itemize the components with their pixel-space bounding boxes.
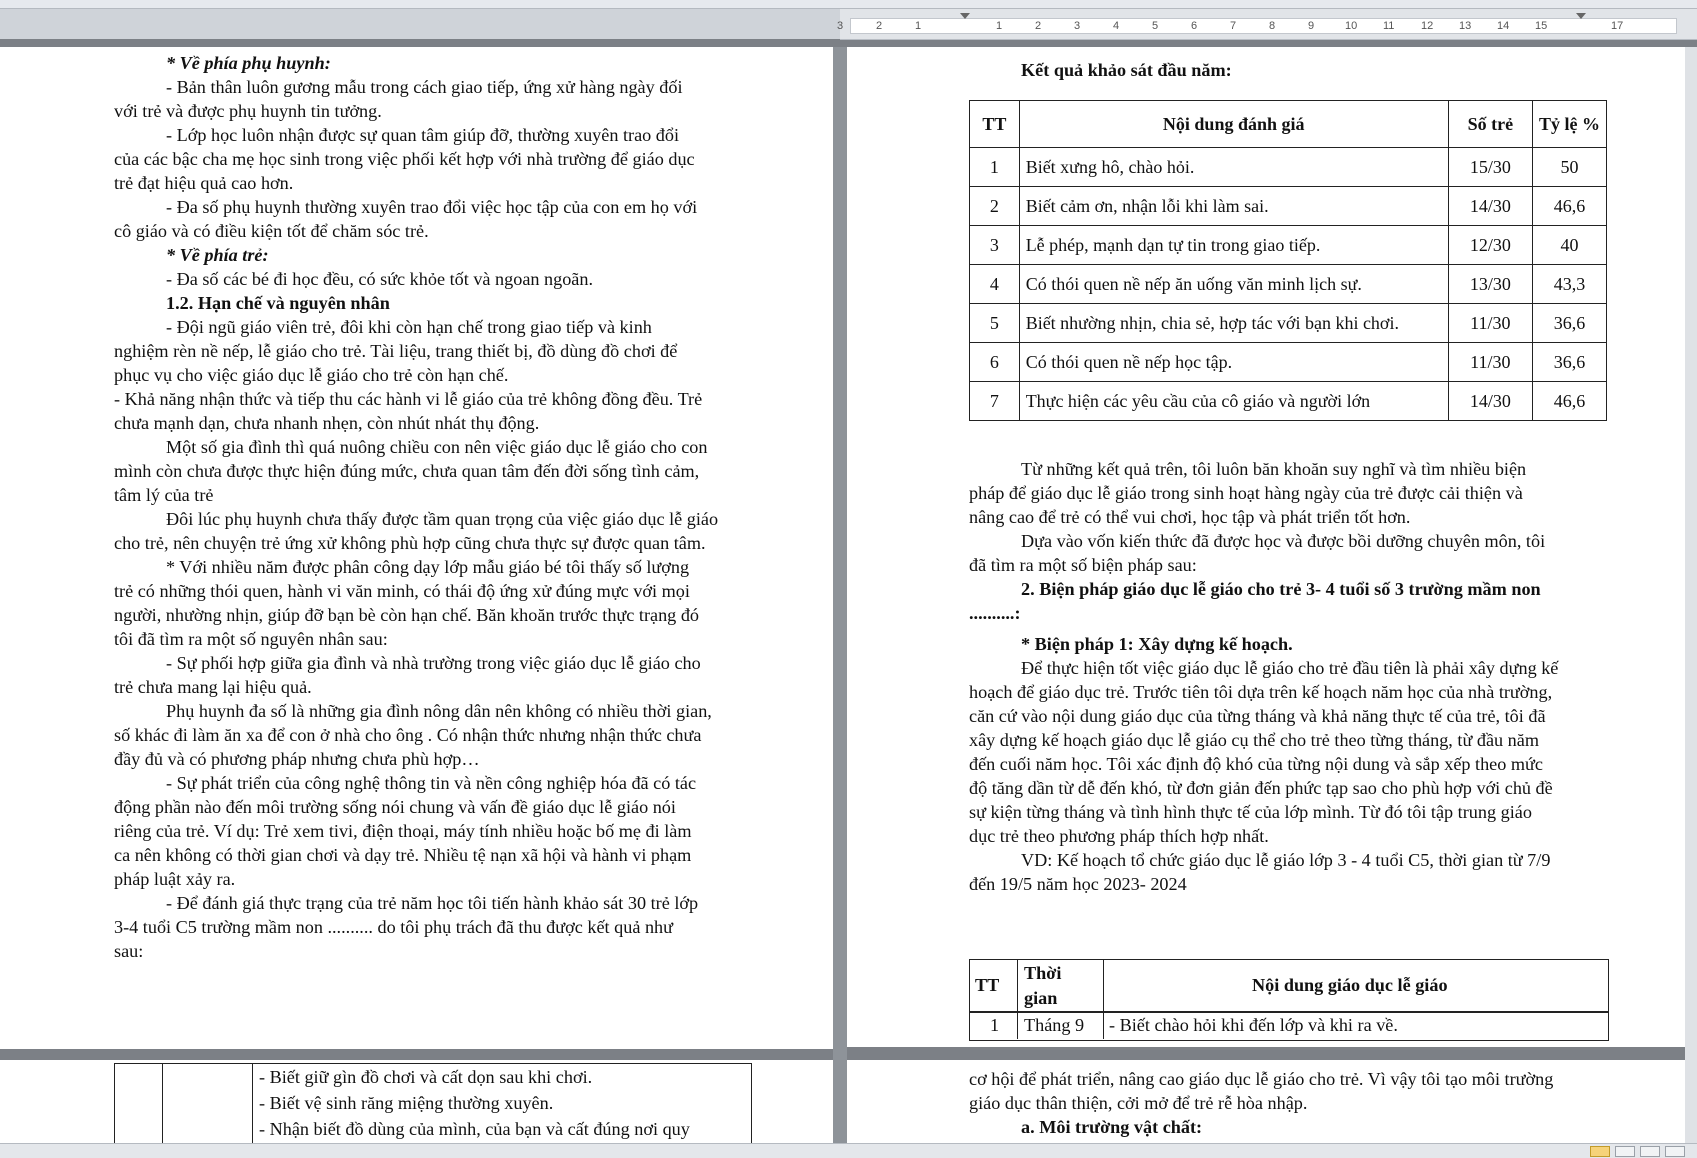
cell-rate: 46,6 [1532, 382, 1606, 421]
ruler-label: 4 [1113, 20, 1120, 32]
paragraph-line: phục vụ cho việc giáo dục lễ giáo cho trẻ còn hạn chế. [114, 365, 509, 385]
paragraph-line: của các bậc cha mẹ học sinh trong việc phối kết hợp với nhà trường để giáo dục [114, 149, 695, 169]
first-line-indent-marker[interactable] [960, 13, 970, 19]
paragraph-line: Phụ huynh đa số là những gia đình nông dân nên không có nhiều thời gian, [166, 701, 712, 721]
cell-content: Biết cảm ơn, nhận lỗi khi làm sai. [1019, 187, 1448, 226]
header-tt: TT [970, 101, 1020, 148]
paragraph-line: - Sự phát triển của công nghệ thông tin và nền công nghiệp hóa đã có tác [166, 773, 697, 793]
header-content: Nội dung đánh giá [1019, 101, 1448, 148]
cell-count: 13/30 [1448, 265, 1532, 304]
ruler-label: 12 [1421, 20, 1434, 32]
paragraph-line: tôi đã tìm ra một số nguyên nhân sau: [114, 629, 388, 649]
plan-cell-content: - Biết giữ gìn đồ chơi và cất dọn sau khi chơi. [259, 1067, 593, 1087]
cell-rate: 40 [1532, 226, 1606, 265]
header-count: Số trẻ [1448, 101, 1532, 148]
full-screen-view-icon[interactable] [1615, 1146, 1635, 1157]
ruler-label: 7 [1230, 20, 1237, 32]
paragraph-line: Dựa vào vốn kiến thức đã được học và được bồi dưỡng chuyên môn, tôi [1021, 531, 1546, 551]
ruler-label: 6 [1191, 20, 1198, 32]
plan-cell-content: - Biết vệ sinh răng miệng thường xuyên. [259, 1093, 554, 1113]
paragraph-line: đầy đủ và có phương pháp nhưng chưa phù hợp… [114, 749, 480, 769]
plan-header-tt: TT [975, 975, 1000, 995]
paragraph-line: - Bản thân luôn gương mẫu trong cách giao tiếp, ứng xử hàng ngày đối [166, 77, 683, 97]
horizontal-ruler[interactable] [837, 9, 1697, 40]
ruler-label: 17 [1611, 20, 1624, 32]
header-rate: Tỷ lệ % [1532, 101, 1606, 148]
paragraph-line: dục trẻ theo phương pháp thích hợp nhất. [969, 826, 1269, 846]
paragraph-line: - Đa số phụ huynh thường xuyên trao đổi việc học tập của con em họ với [166, 197, 698, 217]
ruler-label: 1 [915, 20, 922, 32]
window-top-bar [0, 0, 1697, 9]
table-header-row [970, 101, 1607, 148]
paragraph-line: giáo dục thân thiện, cởi mở để trẻ rễ hòa nhập. [969, 1093, 1308, 1113]
paragraph-line: - Để đánh giá thực trạng của trẻ năm học tôi tiến hành khảo sát 30 trẻ lớp [166, 893, 699, 913]
cell-count: 12/30 [1448, 226, 1532, 265]
paragraph-line: tâm lý của trẻ [114, 485, 214, 505]
paragraph-line: - Sự phối hợp giữa gia đình và nhà trường trong việc giáo dục lễ giáo cho [166, 653, 701, 673]
paragraph-line: với trẻ và được phụ huynh tin tưởng. [114, 101, 382, 121]
ruler-label: 11 [1383, 20, 1395, 32]
paragraph-line: nghiệm rèn nề nếp, lễ giáo cho trẻ. Tài liệu, trang thiết bị, đồ dùng đồ chơi để [114, 341, 678, 361]
plan-header-time: Thời gian [1024, 963, 1062, 1008]
paragraph-line: động phần nào đến môi trường sống nói chung và vấn đề giáo dục lễ giáo nói [114, 797, 676, 817]
paragraph-line: cô giáo và có điều kiện tốt để chăm sóc trẻ. [114, 221, 429, 241]
cell-count: 11/30 [1448, 304, 1532, 343]
paragraph-line: - Lớp học luôn nhận được sự quan tâm giúp đỡ, thường xuyên trao đổi [166, 125, 680, 145]
ruler-label: 9 [1308, 20, 1315, 32]
section-heading: 2. Biện pháp giáo dục lễ giáo cho trẻ 3- 4 tuổi số 3 trường mầm non [1021, 579, 1541, 599]
paragraph-line: cho trẻ, nên chuyện trẻ ứng xử không phù hợp cũng chưa thực sự được quan tâm. [114, 533, 706, 553]
ruler-margin-area [0, 9, 840, 39]
cell-rate: 43,3 [1532, 265, 1606, 304]
paragraph-line: mình còn chưa được thực hiện đúng mức, chưa quan tâm đến đời sống tình cảm, [114, 461, 700, 481]
plan-cell-time: Tháng 9 [1024, 1015, 1085, 1035]
document-page-left[interactable] [0, 47, 833, 1049]
cell-tt: 6 [970, 343, 1020, 382]
paragraph-line: - Khả năng nhận thức và tiếp thu các hành vi lễ giáo của trẻ không đồng đều. Trẻ [114, 389, 703, 409]
paragraph-line: đã tìm ra một số biện pháp sau: [969, 555, 1197, 575]
paragraph-line: 3-4 tuổi C5 trường mầm non .......... do tôi phụ trách đã thu được kết quả như [114, 917, 673, 937]
paragraph-line: người, nhường nhịn, giúp đỡ bạn bè còn hạn chế. Băn khoăn trước thực trạng đó [114, 605, 700, 625]
cell-content: Lễ phép, mạnh dạn tự tin trong giao tiếp. [1019, 226, 1448, 265]
table-row [970, 265, 1607, 304]
right-indent-marker[interactable] [1576, 13, 1586, 19]
plan-cell-tt: 1 [990, 1015, 1000, 1035]
cell-tt: 4 [970, 265, 1020, 304]
paragraph-line: * Với nhiều năm được phân công dạy lớp mẫu giáo bé tôi thấy số lượng [166, 557, 690, 577]
status-bar [0, 1143, 1697, 1158]
plan-cell-content: - Nhận biết đồ dùng của mình, của bạn và cất đúng nơi quy [259, 1119, 690, 1139]
paragraph-line: số khác đi làm ăn xa để con ở nhà cho ông . Có nhận thức nhưng nhận thức chưa [114, 725, 702, 745]
cell-tt: 7 [970, 382, 1020, 421]
paragraph-line: đến cuối năm học. Tôi xác định độ khó của từng nội dung và sắp xếp theo mức [969, 754, 1543, 774]
paragraph-line: Để thực hiện tốt việc giáo dục lễ giáo cho trẻ đầu tiên là phải xây dựng kế [1021, 658, 1559, 678]
heading-parents: * Về phía phụ huynh: [166, 53, 331, 73]
paragraph-line: ca nên không có thời gian chơi và dạy trẻ. Nhiều tệ nạn xã hội và hành vi phạm [114, 845, 692, 865]
cell-content: Biết xưng hô, chào hỏi. [1019, 148, 1448, 187]
ruler-label: 5 [1152, 20, 1159, 32]
ruler-label: 3 [837, 20, 844, 32]
vertical-scrollbar[interactable] [1685, 47, 1697, 1157]
heading-children: * Về phía trẻ: [166, 245, 269, 265]
cell-content: Có thói quen nề nếp học tập. [1019, 343, 1448, 382]
ruler-label: 1 [996, 20, 1003, 32]
paragraph-line: riêng của trẻ. Ví dụ: Trẻ xem tivi, điện thoại, máy tính nhiều hoặc bố mẹ đi làm [114, 821, 692, 841]
table-row [970, 304, 1607, 343]
ruler-label: 8 [1269, 20, 1276, 32]
table-row [970, 187, 1607, 226]
table-row [970, 226, 1607, 265]
table-row [970, 148, 1607, 187]
document-page-right[interactable] [847, 47, 1685, 1047]
ruler-strip [850, 18, 1677, 34]
survey-title: Kết quả khảo sát đầu năm: [1021, 60, 1232, 80]
paragraph-line: - Đội ngũ giáo viên trẻ, đôi khi còn hạn chế trong giao tiếp và kinh [166, 317, 652, 337]
ruler-label: 14 [1497, 20, 1510, 32]
table-row [970, 382, 1607, 421]
outline-view-icon[interactable] [1665, 1146, 1685, 1157]
paragraph-line: - Đa số các bé đi học đều, có sức khỏe tốt và ngoan ngoãn. [166, 269, 594, 289]
section-heading-cont: ..........: [969, 603, 1021, 623]
paragraph-line: Từ những kết quả trên, tôi luôn băn khoăn suy nghĩ và tìm nhiều biện [1021, 459, 1527, 479]
ruler-label: 13 [1459, 20, 1472, 32]
table-row [970, 343, 1607, 382]
web-layout-view-icon[interactable] [1640, 1146, 1660, 1157]
ruler-label: 2 [1035, 20, 1042, 32]
paragraph-line: xây dựng kế hoạch giáo dục lễ giáo cụ thể cho trẻ theo từng tháng, từ đầu năm [969, 730, 1539, 750]
paragraph-line: trẻ chưa mang lại hiệu quả. [114, 677, 312, 697]
cell-count: 11/30 [1448, 343, 1532, 382]
cell-content: Biết nhường nhịn, chia sẻ, hợp tác với bạn khi chơi. [1019, 304, 1448, 343]
paragraph-line: trẻ có những thói quen, hành vi văn minh, có thái độ ứng xử đúng mực với mọi [114, 581, 690, 601]
paragraph-line: đến 19/5 năm học 2023- 2024 [969, 874, 1187, 894]
ruler-label: 15 [1535, 20, 1548, 32]
page-gap [833, 47, 847, 1157]
paragraph-line: VD: Kế hoạch tổ chức giáo dục lễ giáo lớp 3 - 4 tuổi C5, thời gian từ 7/9 [1021, 850, 1551, 870]
plan-header-content: Nội dung giáo dục lễ giáo [1252, 975, 1448, 995]
section-heading: 1.2. Hạn chế và nguyên nhân [166, 293, 390, 313]
paragraph-line: pháp luật xảy ra. [114, 869, 236, 889]
paragraph-line: hoạch để giáo dục trẻ. Trước tiên tôi dựa trên kế hoạch năm học của nhà trường, [969, 682, 1553, 702]
print-layout-view-icon[interactable] [1590, 1146, 1610, 1157]
cell-tt: 2 [970, 187, 1020, 226]
ruler-label: 10 [1345, 20, 1358, 32]
cell-content: Có thói quen nề nếp ăn uống văn minh lịch sự. [1019, 265, 1448, 304]
paragraph-line: Một số gia đình thì quá nuông chiều con nên việc giáo dục lễ giáo cho con [166, 437, 708, 457]
cell-rate: 50 [1532, 148, 1606, 187]
survey-table [969, 100, 1607, 421]
paragraph-line: pháp để giáo dục lễ giáo trong sinh hoạt hàng ngày của trẻ được cải thiện và [969, 483, 1523, 503]
paragraph-line: trẻ đạt hiệu quả cao hơn. [114, 173, 294, 193]
cell-content: Thực hiện các yêu cầu của cô giáo và người lớn [1019, 382, 1448, 421]
cell-tt: 3 [970, 226, 1020, 265]
cell-count: 15/30 [1448, 148, 1532, 187]
paragraph-line: căn cứ vào nội dung giáo dục của từng tháng và khả năng thực tế của trẻ, tôi đã [969, 706, 1546, 726]
paragraph-line: sau: [114, 941, 144, 961]
paragraph-line: cơ hội để phát triển, nâng cao giáo dục lễ giáo cho trẻ. Vì vậy tôi tạo môi trường [969, 1069, 1554, 1089]
paragraph-line: sự kiện từng tháng và tình hình thực tế của lớp mình. Từ đó tôi tập trung giáo [969, 802, 1532, 822]
paragraph-line: Đôi lúc phụ huynh chưa thấy được tầm quan trọng của việc giáo dục lễ giáo [166, 509, 719, 529]
plan-cell-content: - Biết chào hỏi khi đến lớp và khi ra về. [1109, 1015, 1398, 1035]
cell-rate: 36,6 [1532, 343, 1606, 382]
cell-rate: 46,6 [1532, 187, 1606, 226]
cell-count: 14/30 [1448, 187, 1532, 226]
cell-rate: 36,6 [1532, 304, 1606, 343]
paragraph-line: nâng cao để trẻ có thể vui chơi, học tập và phát triển tốt hơn. [969, 507, 1411, 527]
cell-tt: 5 [970, 304, 1020, 343]
measure-heading: * Biện pháp 1: Xây dựng kế hoạch. [1021, 634, 1293, 654]
cell-tt: 1 [970, 148, 1020, 187]
paragraph-line: chưa mạnh dạn, chưa nhanh nhẹn, còn nhút nhát thụ động. [114, 413, 540, 433]
paragraph-line: độ tăng dần từ dễ đến khó, từ đơn giản đến phức tạp sao cho phù hợp với chủ đề [969, 778, 1553, 798]
subsection-heading: a. Môi trường vật chất: [1021, 1117, 1203, 1137]
cell-count: 14/30 [1448, 382, 1532, 421]
ruler-label: 2 [876, 20, 883, 32]
ruler-label: 3 [1074, 20, 1081, 32]
